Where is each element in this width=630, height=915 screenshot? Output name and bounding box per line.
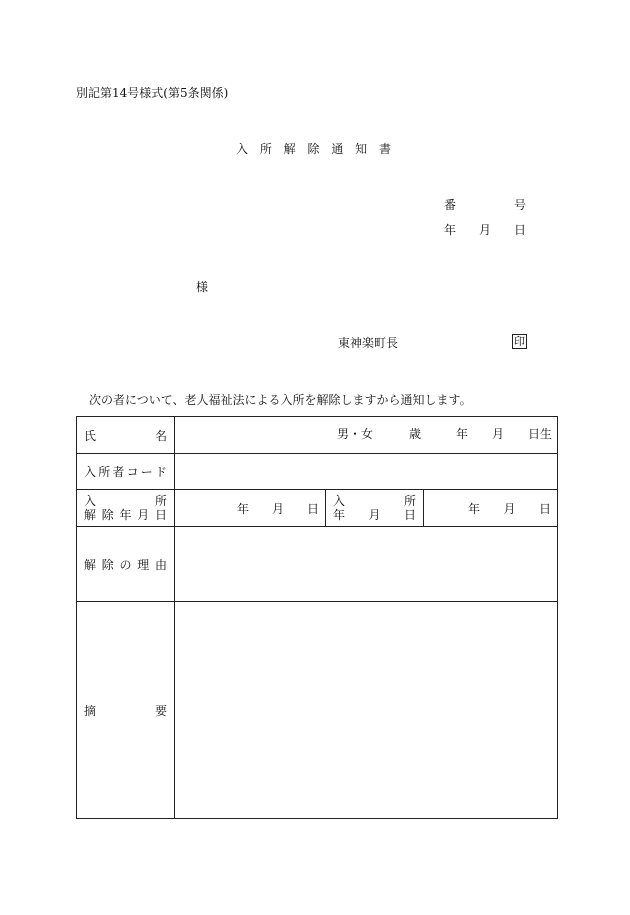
label-char: 除 [101, 508, 114, 522]
label-char: 入 [84, 465, 97, 479]
title-char: 入 [236, 142, 249, 156]
date-year: 年 [468, 501, 481, 516]
seal-mark [512, 335, 527, 347]
title-char: 通 [331, 142, 344, 156]
date-day: 日 [306, 501, 319, 516]
addressee-suffix: 様 [196, 280, 209, 294]
label-char: ド [154, 465, 167, 479]
name-label-cell [77, 417, 175, 454]
date-year: 年 [444, 223, 457, 237]
reason-row [77, 527, 558, 602]
admission-date-cell[interactable] [424, 490, 558, 527]
label-char: 名 [154, 428, 167, 443]
title-char: 除 [307, 142, 320, 156]
title-char: 解 [283, 142, 296, 156]
body-text: 次の者について、老人福祉法による入所を解除しますから通知します。 [89, 393, 472, 407]
label-char: 要 [154, 703, 167, 718]
label-char: コ [126, 465, 139, 479]
label-char: 所 [154, 494, 167, 508]
document-title [236, 143, 391, 155]
label-char: 除 [101, 557, 114, 572]
age-unit: 歳 [409, 427, 422, 441]
title-char: 書 [378, 142, 391, 156]
title-char: 所 [259, 142, 272, 156]
issue-date [444, 224, 526, 236]
label-char: 入 [84, 494, 97, 508]
label-char: 年 [119, 508, 132, 522]
reason-value-cell[interactable] [175, 527, 558, 602]
date-day: 日 [513, 223, 526, 237]
label-char: 由 [154, 557, 167, 572]
date-day: 日 [539, 501, 552, 516]
code-value-cell[interactable] [175, 454, 558, 490]
label-char: 日 [403, 508, 416, 522]
seal-text: 印 [514, 335, 525, 348]
notification-form-table [76, 416, 558, 819]
label-char: の [119, 557, 132, 572]
title-char: 知 [355, 142, 368, 156]
name-row [77, 417, 558, 454]
label-char: 日 [154, 508, 167, 522]
label-char: 月 [137, 508, 150, 522]
label-char: 解 [84, 508, 97, 522]
label-char: 所 [98, 465, 111, 479]
admission-release-label-cell [77, 490, 175, 527]
admission-date-label-cell [326, 490, 424, 527]
summary-value-cell[interactable] [175, 602, 558, 819]
date-year: 年 [237, 501, 250, 516]
date-month: 月 [271, 501, 284, 516]
document-number [444, 199, 526, 211]
birth-month: 月 [492, 427, 505, 441]
code-row [77, 454, 558, 490]
date-month: 月 [478, 223, 491, 237]
name-value-cell[interactable] [175, 417, 558, 454]
summary-row [77, 602, 558, 819]
label-char: ー [140, 465, 153, 479]
label-char: 氏 [84, 428, 97, 443]
number-label: 号 [513, 198, 526, 212]
label-char: 所 [403, 494, 416, 508]
label-char: 理 [137, 557, 150, 572]
label-char: 年 [333, 508, 346, 522]
birth-day: 日生 [528, 427, 553, 441]
release-date-cell[interactable] [175, 490, 326, 527]
gender-options: 男・女 [337, 427, 374, 441]
label-char: 解 [84, 557, 97, 572]
date-month: 月 [503, 501, 516, 516]
summary-label-cell [77, 602, 175, 819]
number-label: 番 [444, 198, 457, 212]
label-char: 月 [368, 508, 381, 522]
label-char: 摘 [84, 703, 97, 718]
form-reference: 別記第14号様式(第5条関係) [76, 86, 229, 100]
sender-name: 東神楽町長 [338, 336, 399, 350]
code-label-cell [77, 454, 175, 490]
birth-year: 年 [456, 427, 469, 441]
reason-label-cell [77, 527, 175, 602]
dates-row [77, 490, 558, 527]
label-char: 者 [112, 465, 125, 479]
label-char: 入 [333, 494, 346, 508]
